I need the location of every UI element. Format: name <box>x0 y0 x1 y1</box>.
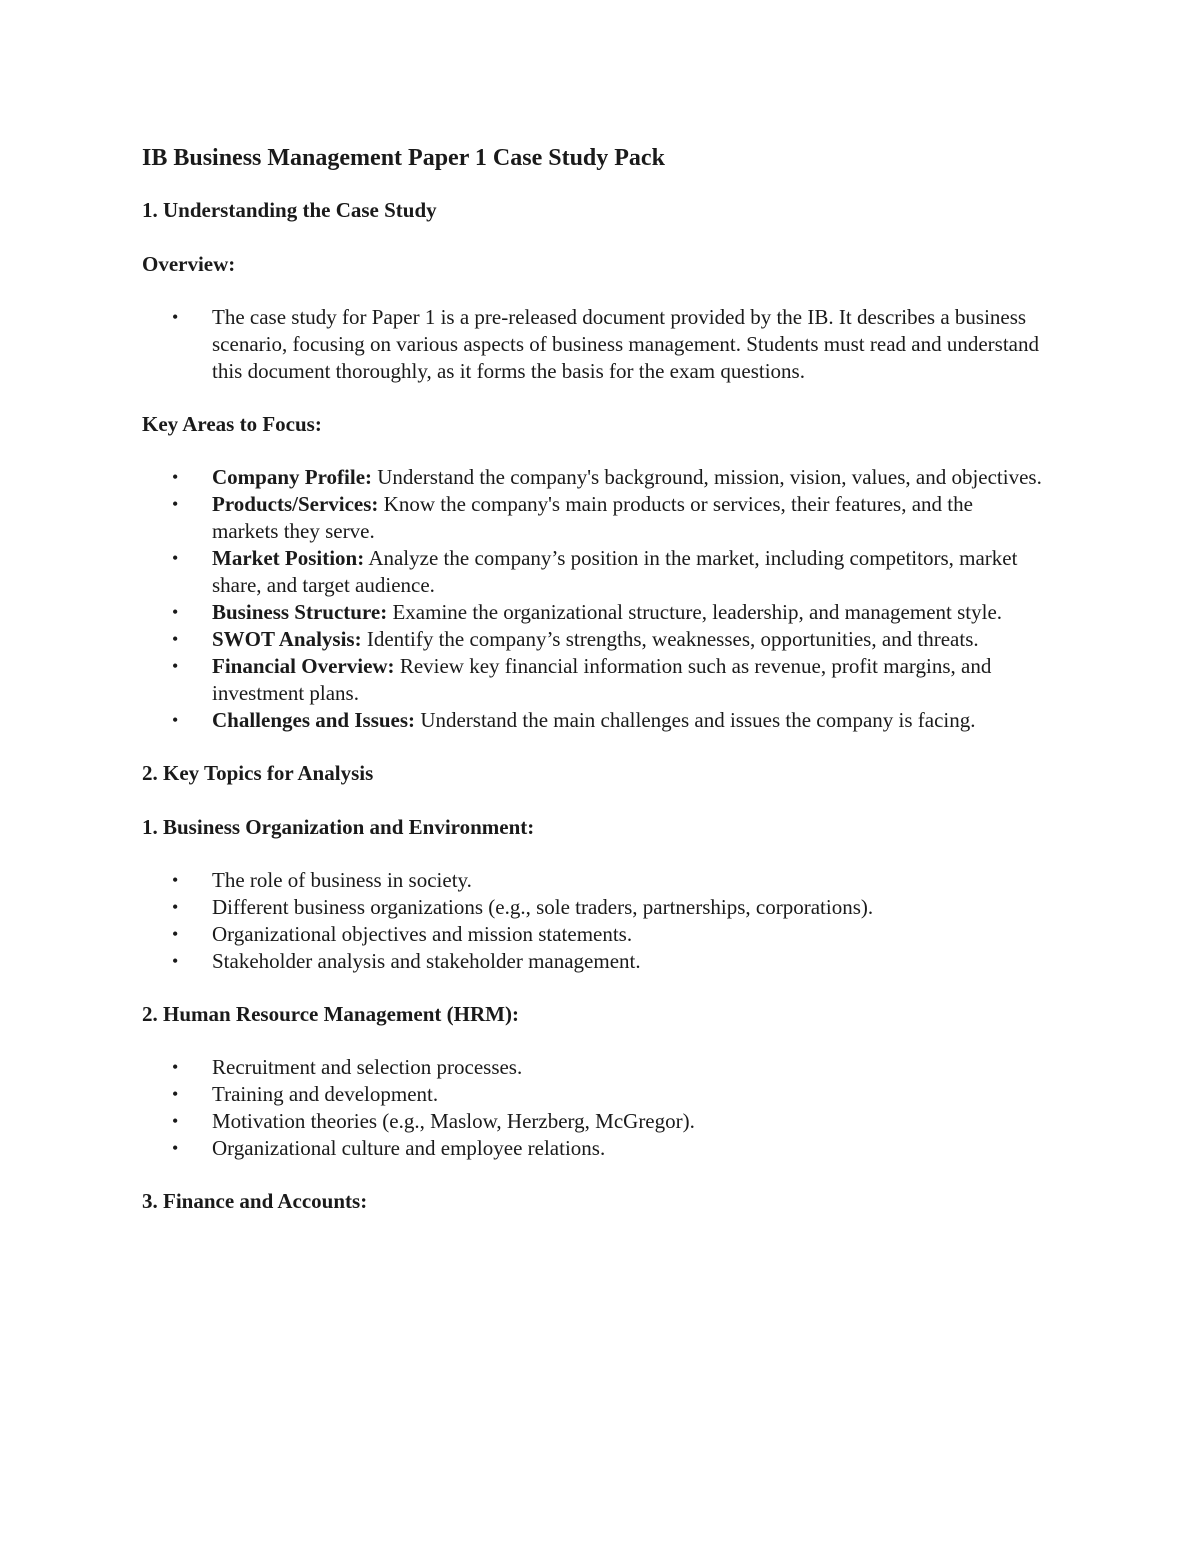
key-areas-list <box>142 464 1062 734</box>
list-item <box>142 1081 1062 1108</box>
list-item <box>142 653 1062 707</box>
bullet-icon: • <box>172 629 179 649</box>
list-item-text: The role of business in society. <box>212 868 472 892</box>
document-body <box>142 140 1062 1216</box>
list-item <box>142 626 1062 653</box>
bullet-icon: • <box>172 897 179 917</box>
list-item-text: Organizational culture and employee relations. <box>212 1136 606 1160</box>
list-item-text: Analyze the company’s position in the market, including competitors, market share, and target audience. <box>212 546 1018 597</box>
list-item <box>142 464 1062 491</box>
overview-label: Overview: <box>142 252 236 276</box>
list-item-term: Market Position: <box>212 546 365 570</box>
list-item-text: Review key financial information such as revenue, profit margins, and investment plans. <box>212 654 992 705</box>
list-item-term: Financial Overview: <box>212 654 395 678</box>
list-item-term: SWOT Analysis: <box>212 627 362 651</box>
bullet-icon: • <box>172 870 179 890</box>
list-item-term: Challenges and Issues: <box>212 708 416 732</box>
bullet-icon: • <box>172 1084 179 1104</box>
list-item-text: Motivation theories (e.g., Maslow, Herzberg, McGregor). <box>212 1109 695 1133</box>
list-item <box>142 304 1062 385</box>
list-item <box>142 867 1062 894</box>
list-item-text: The case study for Paper 1 is a pre-released document provided by the IB. It describes a business scenario, focusing on various aspects of business management. Students must read and understand this document thoroughly, as it forms the basis for the exam questions. <box>212 305 1039 383</box>
section-heading-key-topics: 2. Key Topics for Analysis <box>142 761 374 785</box>
list-item-term: Business Structure: <box>212 600 388 624</box>
bullet-icon: • <box>172 924 179 944</box>
list-item-text: Understand the main challenges and issues the company is facing. <box>415 708 976 732</box>
overview-list <box>142 304 1062 385</box>
bullet-icon: • <box>172 602 179 622</box>
topic-heading-hrm: 2. Human Resource Management (HRM): <box>142 1002 519 1026</box>
list-item-text: Examine the organizational structure, leadership, and management style. <box>387 600 1003 624</box>
topic-list-business-organization <box>142 867 1062 975</box>
bullet-icon: • <box>172 656 179 676</box>
topic-heading-finance: 3. Finance and Accounts: <box>142 1189 368 1213</box>
list-item-text: Recruitment and selection processes. <box>212 1055 523 1079</box>
list-item-text: Training and development. <box>212 1082 439 1106</box>
bullet-icon: • <box>172 1057 179 1077</box>
section-heading-understanding: 1. Understanding the Case Study <box>142 198 437 222</box>
list-item-term: Company Profile: <box>212 465 373 489</box>
list-item <box>142 894 1062 921</box>
bullet-icon: • <box>172 710 179 730</box>
list-item <box>142 921 1062 948</box>
list-item <box>142 1108 1062 1135</box>
bullet-icon: • <box>172 548 179 568</box>
bullet-icon: • <box>172 307 179 327</box>
document-title: IB Business Management Paper 1 Case Study Pack <box>142 145 665 171</box>
list-item <box>142 948 1062 975</box>
bullet-icon: • <box>172 1138 179 1158</box>
topic-heading-business-organization: 1. Business Organization and Environment: <box>142 815 535 839</box>
topic-list-hrm <box>142 1054 1062 1162</box>
list-item-text: Know the company's main products or services, their features, and the markets they serve. <box>212 492 973 543</box>
list-item-term: Products/Services: <box>212 492 379 516</box>
key-areas-label: Key Areas to Focus: <box>142 412 322 436</box>
list-item-text: Stakeholder analysis and stakeholder management. <box>212 949 641 973</box>
list-item <box>142 1135 1062 1162</box>
list-item <box>142 707 1062 734</box>
bullet-icon: • <box>172 951 179 971</box>
list-item-text: Identify the company’s strengths, weaknesses, opportunities, and threats. <box>361 627 979 651</box>
bullet-icon: • <box>172 494 179 514</box>
list-item-text: Different business organizations (e.g., sole traders, partnerships, corporations). <box>212 895 874 919</box>
bullet-icon: • <box>172 467 179 487</box>
list-item-text: Understand the company's background, mission, vision, values, and objectives. <box>372 465 1042 489</box>
list-item <box>142 1054 1062 1081</box>
list-item <box>142 599 1062 626</box>
list-item <box>142 491 1062 545</box>
list-item <box>142 545 1062 599</box>
list-item-text: Organizational objectives and mission statements. <box>212 922 633 946</box>
bullet-icon: • <box>172 1111 179 1131</box>
